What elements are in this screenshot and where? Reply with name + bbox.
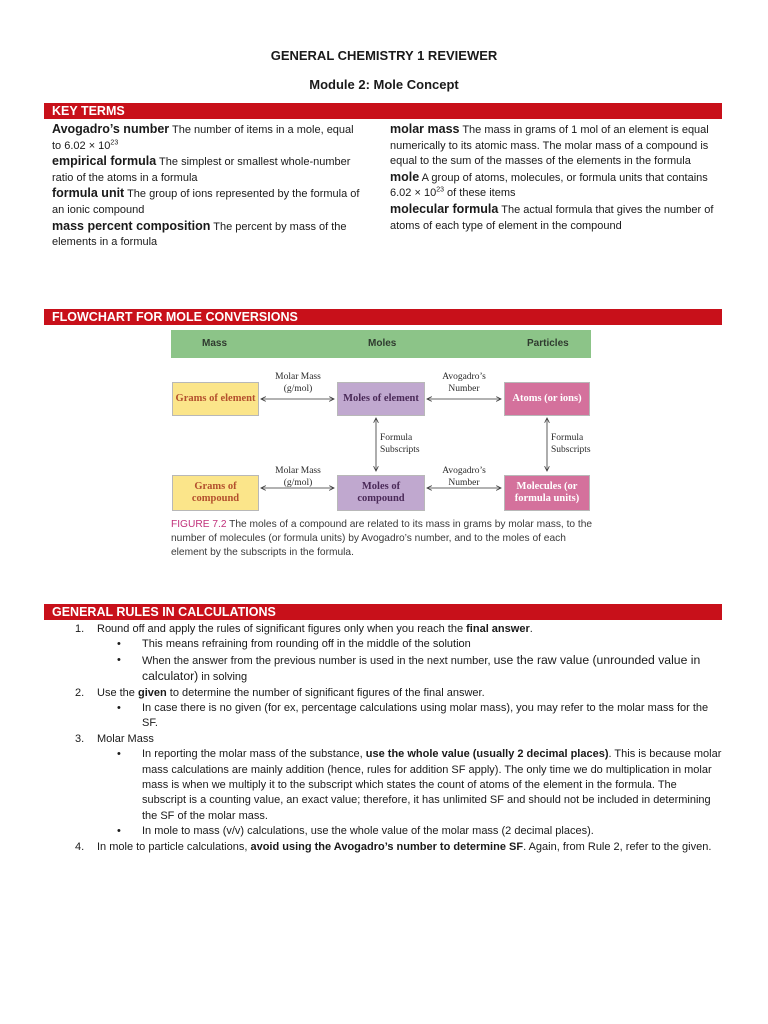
rule-bullet: • This means refraining from rounding off in the middle of the solution — [117, 638, 471, 651]
document-title: GENERAL CHEMISTRY 1 REVIEWER — [270, 48, 498, 63]
rule-bullet: • When the answer from the previous number is used in the next number, use the raw value (unrounded value in calculator) in solving — [117, 652, 701, 684]
module-subtitle: Module 2: Mole Concept — [309, 77, 459, 92]
rule-bullet: • In mole to mass (v/v) calculations, use the whole value of the molar mass (2 decimal places). — [117, 825, 594, 838]
key-terms-left-column — [52, 122, 364, 251]
formula-subscripts-label-right: Formula Subscripts — [551, 433, 591, 455]
moles-of-compound-box: Moles of compound — [337, 475, 425, 511]
flowchart-heading: FLOWCHART FOR MOLE CONVERSIONS — [44, 309, 722, 325]
figure-number: FIGURE 7.2 — [171, 519, 227, 530]
term-empirical-formula: empirical formula The simplest or smallest whole-number ratio of the atoms in a formula — [52, 154, 351, 184]
avogadro-label-top: Avogadro’s Number — [442, 372, 486, 394]
rule-bullet: • In reporting the molar mass of the substance, use the whole value (usually 2 decimal places). This is because molar mass calculations are mainly addition (hence, rules for addition SF apply). The only time we do multiplication in molar mass is when we multiply it to the subscript which states the count of atoms of the element in the formula. The subscript is a counting value, an exact value; therefore, it has unlimited SF and should not be included in determining the SF of the molar mass. — [117, 748, 722, 822]
molar-mass-label-bottom: Molar Mass (g/mol) — [275, 466, 321, 488]
mole-conversion-figure — [171, 325, 601, 565]
term-mass-percent-composition: mass percent composition The percent by mass of the elements in a formula — [52, 218, 347, 249]
avogadro-label-bottom: Avogadro’s Number — [442, 466, 486, 488]
column-particles-label: Particles — [527, 338, 569, 349]
molar-mass-label-top: Molar Mass (g/mol) — [275, 372, 321, 394]
rule-item: 1. Round off and apply the rules of significant figures only when you reach the final answer. — [75, 623, 533, 635]
formula-subscripts-label-left: Formula Subscripts — [380, 433, 420, 455]
key-terms-right-column — [390, 122, 720, 234]
atoms-box: Atoms (or ions) — [504, 382, 590, 416]
term-avogadros-number: Avogadro’s number The number of items in a mole, equal to $6.02 \times 10^{23}$ — [52, 122, 354, 152]
grams-of-element-box: Grams of element — [172, 382, 259, 416]
figure-caption-text: The moles of a compound are related to its mass in grams by molar mass, to the number of molecules (or formula units) by Avogadro’s number, and to the moles of each element by the subscripts in the formula. — [171, 519, 593, 558]
key-terms-heading: KEY TERMS — [44, 103, 722, 119]
moles-of-element-box: Moles of element — [337, 382, 425, 416]
term-molecular-formula: molecular formula The actual formula that gives the number of atoms of each type of element in the compound — [390, 201, 714, 232]
rules-heading: GENERAL RULES IN CALCULATIONS — [44, 604, 722, 620]
term-molar-mass: molar mass The mass in grams of 1 mol of an element is equal numerically to its atomic mass. The molar mass of a compound is equal to the sum of the masses of the elements in the formula — [390, 122, 709, 168]
term-mole: mole A group of atoms, molecules, or formula units that contains $6.02 \times 10^{23}$ of these items — [390, 169, 708, 200]
figure-caption — [171, 518, 601, 560]
column-moles-label: Moles — [368, 338, 397, 349]
rule-item: 2. Use the given to determine the number of significant figures of the final answer. — [75, 686, 485, 699]
grams-of-compound-box: Grams of compound — [172, 475, 259, 511]
rule-item: 4. In mole to particle calculations, avoid using the Avogadro’s number to determine SF. Again, from Rule 2, refer to the given. — [75, 840, 712, 853]
rule-bullet: • In case there is no given (for ex, percentage calculations using molar mass), you may refer to the molar mass for the SF. — [117, 702, 709, 730]
term-formula-unit: formula unit The group of ions represented by the formula of an ionic compound — [52, 186, 360, 216]
rules-list — [0, 622, 768, 855]
column-mass-label: Mass — [202, 338, 228, 349]
molecules-box: Molecules (or formula units) — [504, 475, 590, 511]
rule-item: 3. Molar Mass — [75, 732, 154, 745]
